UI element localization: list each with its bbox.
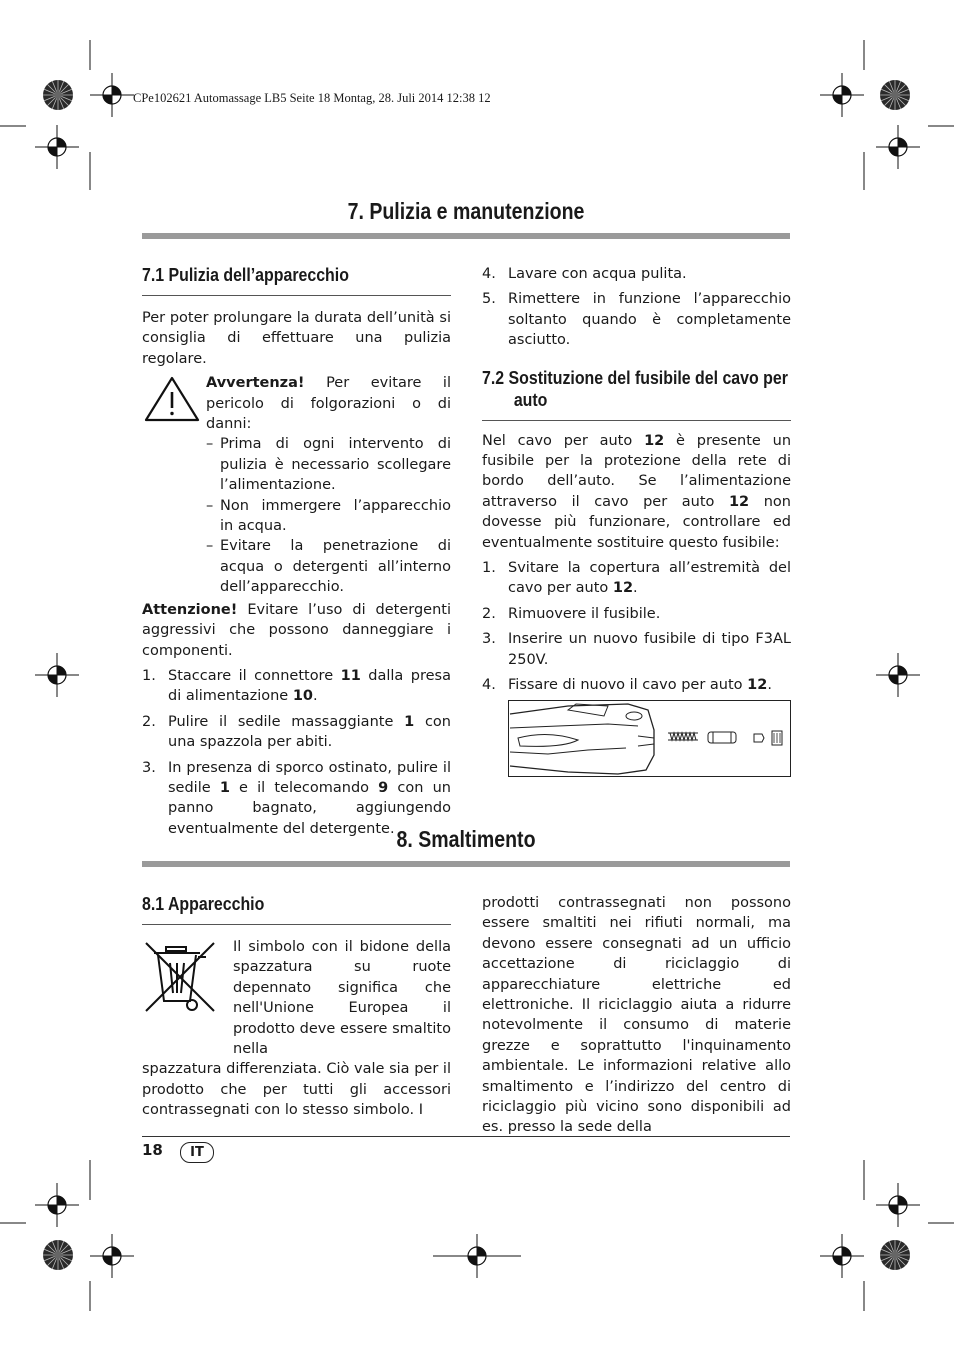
subsection-rule: [142, 924, 451, 925]
cleaning-step: 1. Staccare il connettore 11 dalla presa di alimentazione 10.: [142, 667, 451, 705]
subsection-title-8-1: 8.1 Apparecchio: [142, 893, 265, 914]
cleaning-step: 3. In presenza di sporco ostinato, pulire il sedile 1 e il telecomando 9 con un panno bagnato, aggiungendo eventualmente del detergente.: [142, 759, 451, 837]
page-number: 18: [142, 1141, 163, 1159]
car-plug-fuse-illustration: [508, 700, 791, 777]
footer-rule: [142, 1136, 790, 1137]
fuse-paragraph: Nel cavo per auto 12 è presente un fusibile per la protezione della rete di bordo dell’auto. Se l’alimentazione attraverso il cavo per auto 12 non dovesse più funzionare, controllare ed eventualmente sostituire questo fusibile:: [482, 432, 792, 551]
section-bar-8: [142, 861, 790, 867]
subsection-title-7-1: 7.1 Pulizia dell’apparecchio: [142, 264, 349, 285]
warning-item: – Evitare la penetrazione di acqua o detergenti all’interno dell’apparecchio.: [206, 538, 451, 596]
warning-body: Per evitare il pericolo di folgorazioni o di danni:: [206, 375, 451, 433]
section-bar-7: [142, 233, 790, 239]
column-right-7: [482, 264, 791, 696]
column-left-8: [142, 893, 451, 1121]
fuse-step: 3. Inserire un nuovo fusibile di tipo F3AL 250V.: [482, 631, 791, 668]
section-title-8: 8. Smaltimento: [396, 826, 536, 852]
warning-triangle-icon: [144, 375, 200, 423]
attention-label: Attenzione!: [142, 601, 238, 618]
disposal-text-continued: spazzatura differenziata. Ciò vale sia per il prodotto che per tutti gli accessori contrassegnati con lo stesso simbolo. I: [142, 1061, 451, 1119]
warning-item: – Prima di ogni intervento di pulizia è necessario scollegare l’alimentazione.: [206, 436, 451, 494]
cleaning-step: 4. Lavare con acqua pulita.: [482, 266, 687, 282]
warning-block: [142, 373, 451, 597]
warning-text: [206, 373, 451, 434]
fuse-step: 1. Svitare la copertura all’estremità del cavo per auto 12.: [482, 560, 791, 597]
section-title-7: 7. Pulizia e manutenzione: [347, 198, 585, 224]
cleaning-step: 5. Rimettere in funzione l’apparecchio soltanto quando è completamente asciutto.: [482, 291, 791, 349]
subsection-title-7-2: 7.2 Sostituzione del fusibile del cavo per auto: [482, 366, 788, 410]
warning-item: – Non immergere l’apparecchio in acqua.: [206, 497, 451, 535]
subsection-rule: [142, 295, 451, 296]
crossed-out-wheelie-bin-icon: [142, 941, 222, 1015]
fuse-step: 2. Rimuovere il fusibile.: [482, 605, 661, 622]
attention-paragraph: Attenzione! Evitare l’uso di detergenti aggressivi che possono danneggiare i componenti.: [142, 601, 451, 659]
print-info-line: CPe102621 Automassage LB5 Seite 18 Montag, 28. Juli 2014 12:38 12: [133, 91, 491, 105]
column-left-7: [142, 264, 451, 839]
warning-label: Avvertenza!: [206, 375, 305, 392]
subsection-rule: [482, 420, 791, 421]
disposal-block: [142, 937, 451, 1059]
fuse-step: 4. Fissare di nuovo il cavo per auto 12.: [482, 677, 772, 694]
disposal-text-right: prodotti contrassegnati non possono essere smaltiti nei rifiuti normali, ma devono essere consegnati ad un ufficio accettazione di riciclaggio di apparecchiature elettriche ed elettroniche. Il riciclaggio aiuta a ridurre notevolmente il consumo di materie grezze e soprattutto l'inquinamento ambientale. Le informazioni relative allo smaltimento e l’indirizzo del centro di riciclaggio più vicino sono disponibili ad es. presso la sede della: [482, 895, 791, 1136]
language-badge: IT: [180, 1142, 214, 1163]
disposal-text-wrapped: Il simbolo con il bidone della spazzatura su ruote depennato significa che nell'Unione Europea il prodotto deve essere smaltito nella: [233, 939, 451, 1058]
cleaning-step: 2. Pulire il sedile massaggiante 1 con una spazzola per abiti.: [142, 713, 451, 751]
intro-paragraph: Per poter prolungare la durata dell’unità si consiglia di effettuare una pulizia regolare.: [142, 310, 451, 367]
